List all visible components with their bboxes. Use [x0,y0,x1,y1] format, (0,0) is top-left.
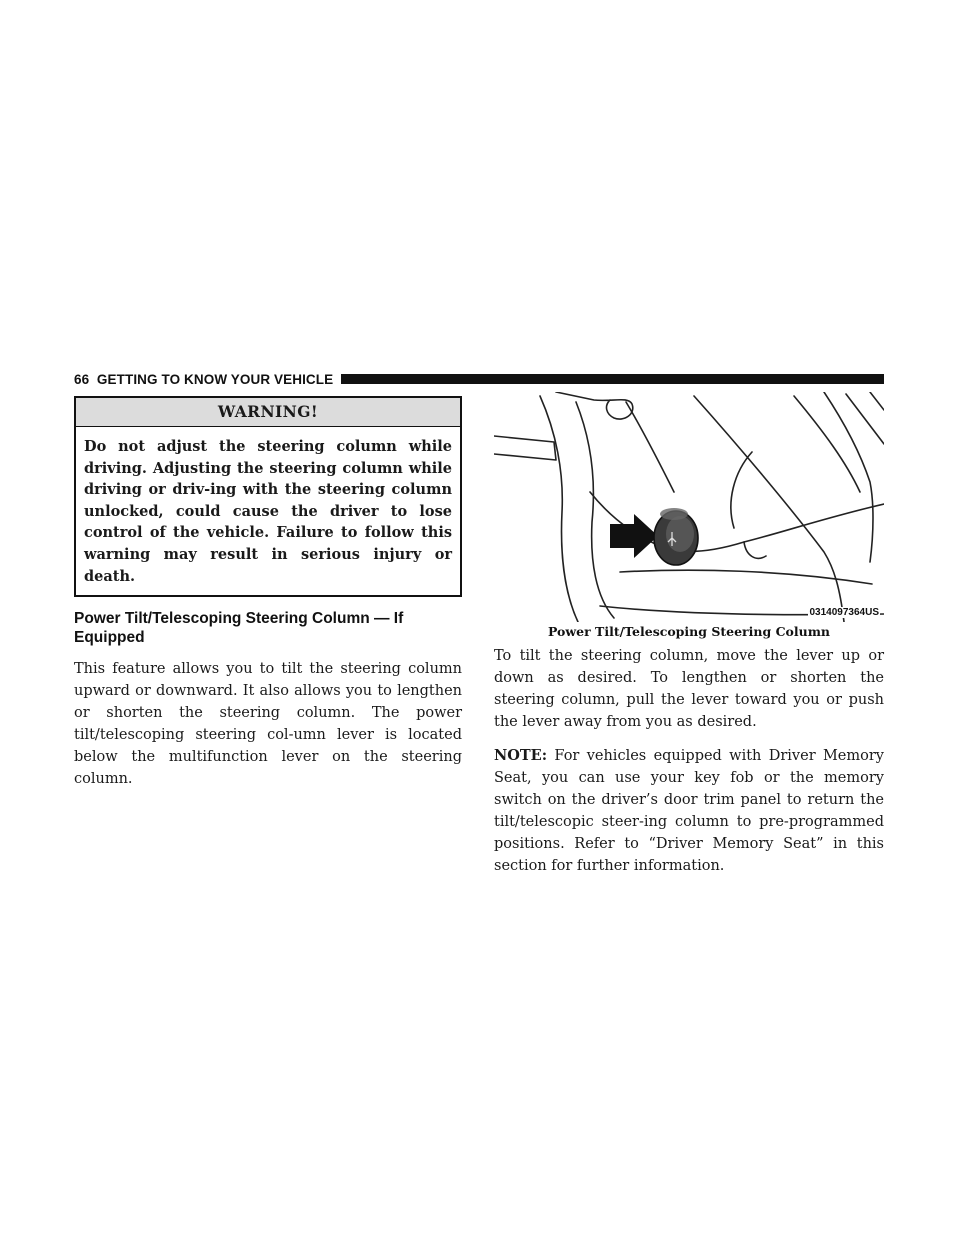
steering-column-figure [494,392,884,622]
note-text: For vehicles equipped with Driver Memory Seat, you can use your key fob or the memory switch on the driver’s door trim panel to return the tilt/telescopic steer-ing column to pre-programmed positions. Refer to “Driver Memory Seat” in this section for further information. [494,748,884,874]
tilt-instructions: To tilt the steering column, move the lever up or down as desired. To lengthen or shorten the steering column, pull the lever toward you or push the lever away from you as desired. [494,648,884,730]
note-paragraph [494,745,884,877]
steering-column-illustration [494,392,884,622]
left-column [74,396,462,802]
warning-title: WARNING! [76,398,460,427]
section-heading: Power Tilt/Telescoping Steering Column — If Equipped [74,610,404,647]
page-header [74,368,884,390]
tilt-telescope-lever-knob [654,508,698,565]
warning-box [74,396,462,597]
page-header-text [74,372,333,387]
page-number: 66 [74,371,90,387]
figure-caption: Power Tilt/Telescoping Steering Column [547,624,831,639]
header-rule [341,374,884,384]
section-title: GETTING TO KNOW YOUR VEHICLE [96,371,334,387]
note-label: NOTE: [494,747,548,764]
figure-id: 0314097364US [809,607,879,618]
right-column [494,392,884,889]
warning-body: Do not adjust the steering column while driving. Adjusting the steering column while driving or driv-ing with the steering column unlocked, could cause the driver to lose control of the vehicle. Failure to follow this warning may result in serious injury or death. [84,438,452,585]
intro-paragraph: This feature allows you to tilt the steering column upward or downward. It also allows you to lengthen or shorten the steering column. The power tilt/telescoping steering col-umn lever is located below the multifunction lever on the steering column. [74,661,462,788]
